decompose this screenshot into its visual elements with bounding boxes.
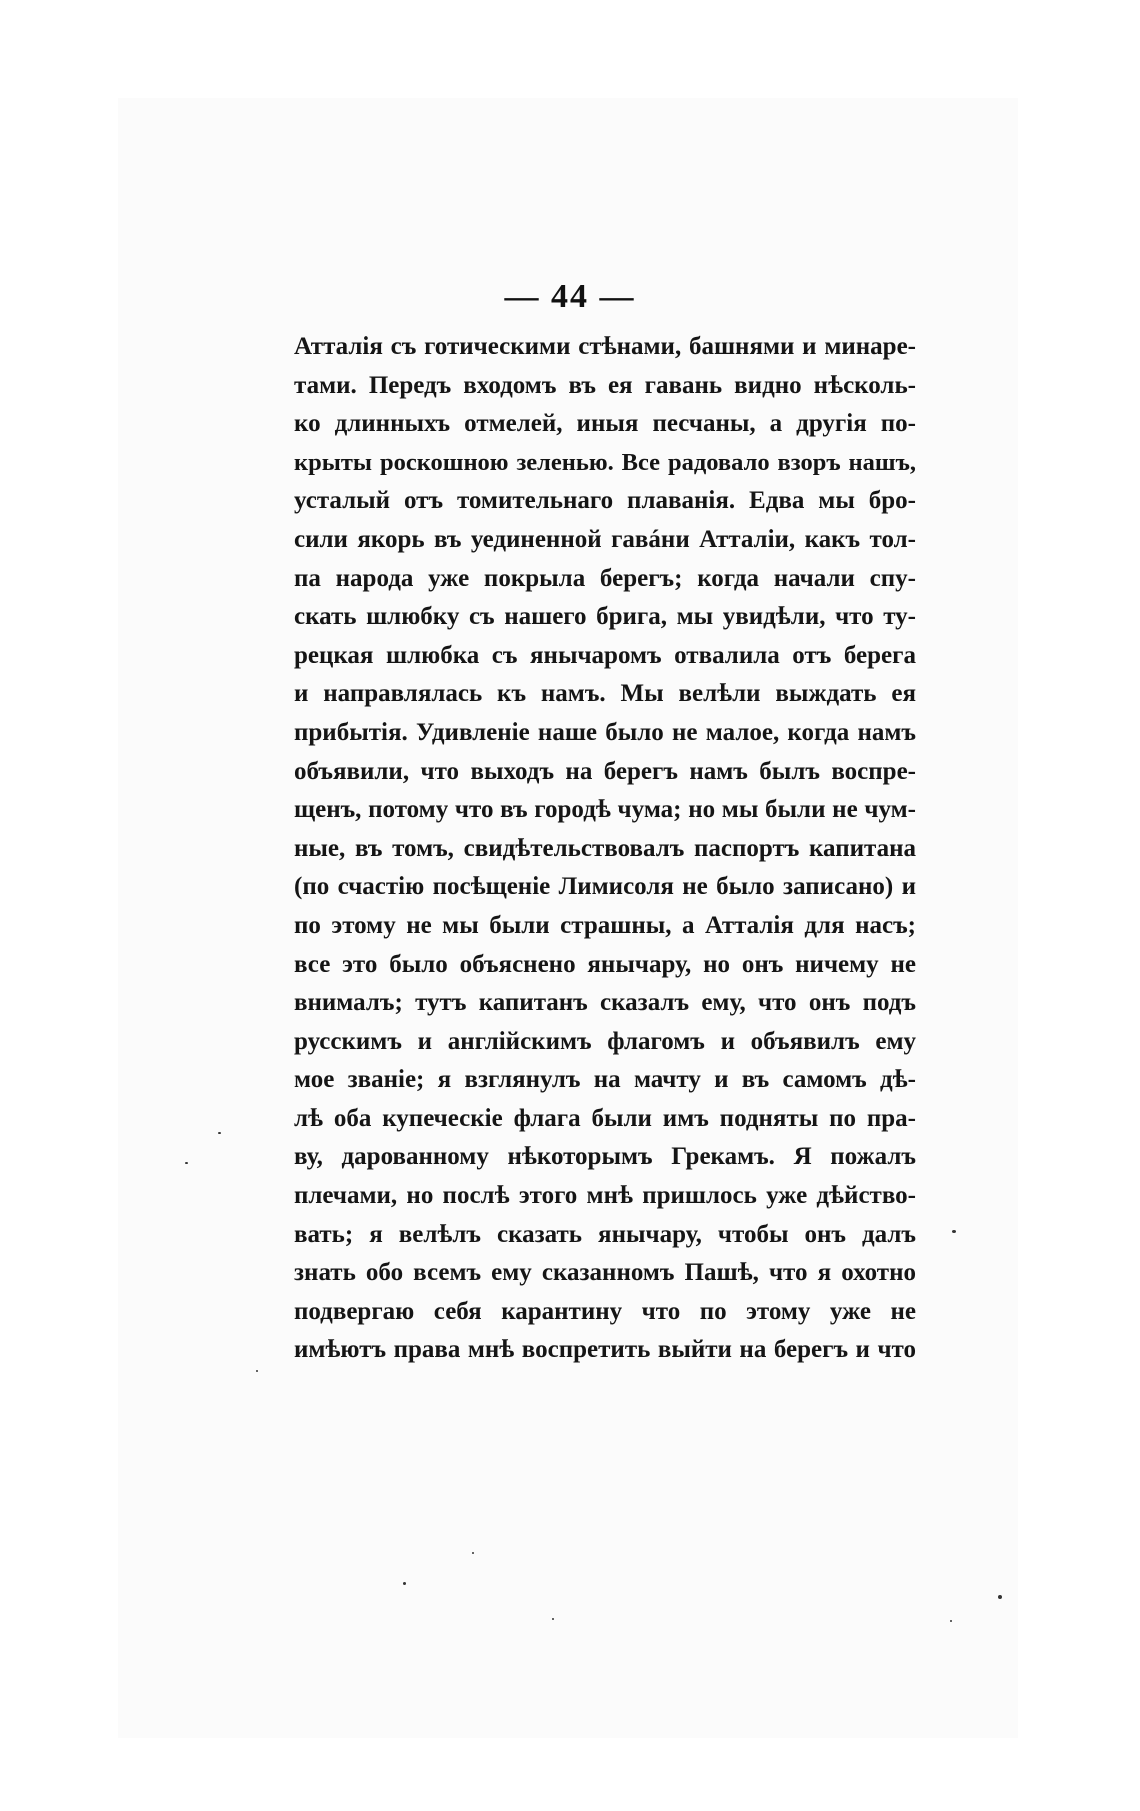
scan-speck bbox=[472, 1552, 474, 1554]
scan-speck bbox=[552, 1618, 554, 1620]
text-line: вать; я велѣлъ сказать янычару, чтобы онъ далъ bbox=[294, 1220, 916, 1248]
text-line: по этому не мы были страшны, а Атталія для насъ; bbox=[294, 911, 916, 939]
text-line: тами. Передъ входомъ въ ея гавань видно нѣсколь- bbox=[294, 371, 916, 399]
text-line: сили якорь въ уединенной гавáни Атталіи, какъ тол- bbox=[294, 525, 916, 553]
scan-speck bbox=[950, 1620, 952, 1622]
text-line: ко длинныхъ отмелей, иныя песчаны, а другія по- bbox=[294, 410, 916, 438]
page-number: — 44 — bbox=[504, 278, 636, 315]
text-line: мое званіе; я взглянулъ на мачту и въ самомъ дѣ- bbox=[294, 1066, 916, 1094]
text-line: ные, въ томъ, свидѣтельствовалъ паспортъ капитана bbox=[294, 834, 916, 862]
text-line: знать обо всемъ ему сказанномъ Пашѣ, что я охотно bbox=[294, 1259, 916, 1287]
scan-speck bbox=[256, 1370, 258, 1372]
text-line: прибытія. Удивленіе наше было не малое, когда намъ bbox=[294, 718, 916, 746]
body-text bbox=[294, 328, 916, 1370]
text-line: плечами, но послѣ этого мнѣ пришлось уже дѣйство- bbox=[294, 1182, 916, 1210]
text-line: внималъ; тутъ капитанъ сказалъ ему, что онъ подъ bbox=[294, 989, 916, 1017]
text-line: крыты роскошною зеленью. Все радовало взоръ нашъ, bbox=[294, 448, 916, 476]
text-line: Атталія съ готическими стѣнами, башнями и минаре- bbox=[294, 333, 916, 360]
text-line: и направлялась къ намъ. Мы велѣли выждать ея bbox=[294, 680, 916, 708]
text-line: русскимъ и англійскимъ флагомъ и объявилъ ему bbox=[294, 1027, 916, 1055]
text-line: (по счастію посѣщеніе Лимисоля не было записано) и bbox=[294, 873, 916, 901]
text-line: объявили, что выходъ на берегъ намъ былъ воспре- bbox=[294, 757, 916, 785]
scan-speck bbox=[403, 1582, 406, 1585]
text-line: рецкая шлюбка съ янычаромъ отвалила отъ берега bbox=[294, 641, 916, 669]
text-line: все это было объяснено янычару, но онъ ничему не bbox=[294, 950, 916, 978]
text-line: па народа уже покрыла берегъ; когда начали спу- bbox=[294, 564, 916, 592]
text-line: лѣ оба купеческіе флага были имъ подняты по пра- bbox=[294, 1104, 916, 1132]
text-line: имѣютъ права мнѣ воспретить выйти на берегъ и что bbox=[294, 1336, 916, 1364]
text-line: ву, дарованному нѣкоторымъ Грекамъ. Я пожалъ bbox=[294, 1143, 916, 1171]
text-line: скать шлюбку съ нашего брига, мы увидѣли, что ту- bbox=[294, 603, 916, 631]
text-line: усталый отъ томительнаго плаванія. Едва мы бро- bbox=[294, 487, 916, 515]
scan-speck bbox=[185, 1162, 188, 1164]
text-line: щенъ, потому что въ городѣ чума; но мы были не чум- bbox=[294, 796, 916, 824]
scan-speck bbox=[218, 1132, 221, 1134]
scan-speck bbox=[952, 1230, 956, 1233]
scan-speck bbox=[998, 1595, 1002, 1599]
text-line: подвергаю себя карантину что по этому уже не bbox=[294, 1297, 916, 1325]
